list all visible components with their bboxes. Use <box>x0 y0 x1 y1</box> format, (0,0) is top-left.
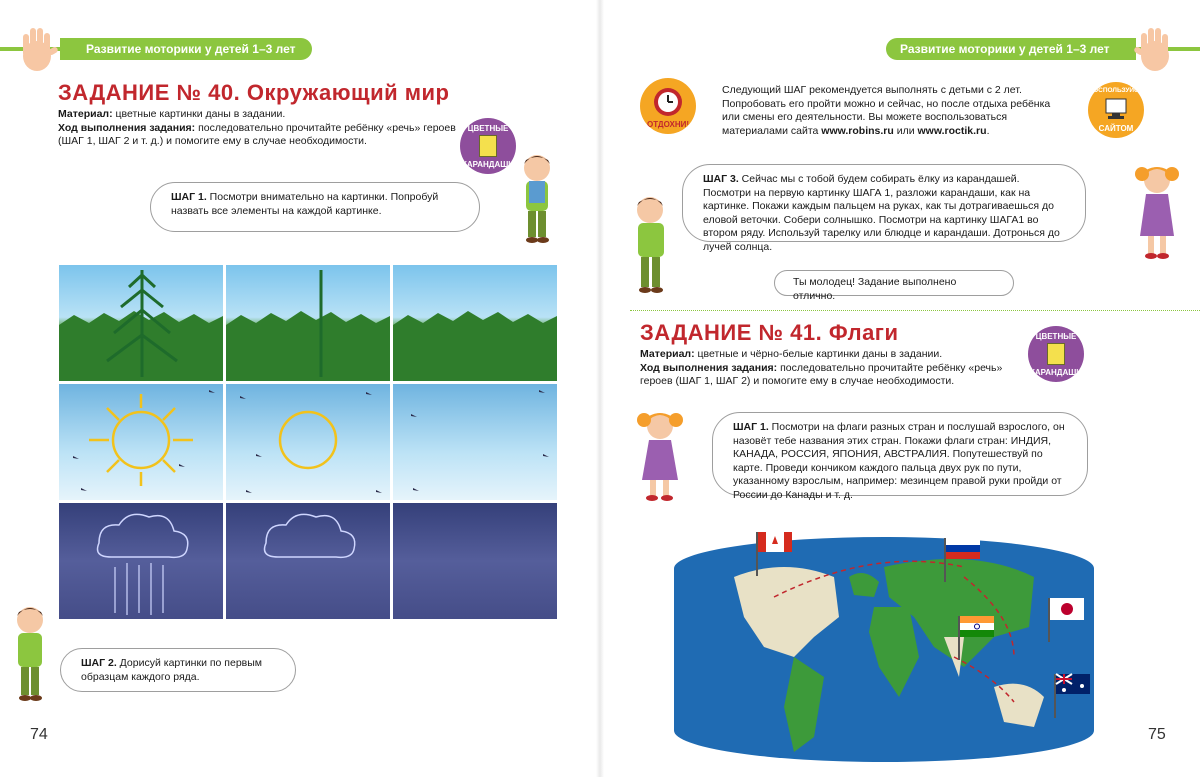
note-line-3: или смены его деятельности. Вы можете воспользоваться <box>722 111 1008 123</box>
computer-icon <box>1104 98 1128 120</box>
process-label: Ход выполнения задания: <box>640 361 778 374</box>
process-text: последовательно прочитайте ребёнку «речь» героев (ШАГ 1, ШАГ 2) и помогите ему в случае необходимости. <box>640 361 1003 387</box>
boy-illustration <box>512 150 562 246</box>
step-2-bubble <box>60 648 296 692</box>
pencils-icon <box>1047 343 1065 365</box>
task-41-title: ЗАДАНИЕ № 41. Флаги <box>640 320 899 345</box>
task-picture-grid <box>58 264 558 620</box>
sun-blank <box>392 383 558 501</box>
step-2-label: ШАГ 2. <box>81 657 117 669</box>
flag-icon <box>1046 596 1086 642</box>
pencils-icon <box>479 135 497 157</box>
badge-top-text: ЦВЕТНЫЕ <box>467 124 509 133</box>
step-1-text: Посмотри на флаги разных стран и послушай взрослого, он назовёт тебе названия этих стран. Покажи флаги стран: ИНДИЯ, КАНАДА, РОССИЯ, ЯПОНИЯ, АВСТРАЛИЯ. Попутешествуй по карте. Проведи кончиком каждого пальца двух рук по пути, указанному взрослым, например: мезинцем правой руки пройди от России до Канады и т. д. <box>733 421 1065 501</box>
tree-to-draw <box>225 264 391 382</box>
hand-icon <box>14 24 60 74</box>
task-41-description <box>640 348 1020 389</box>
step-1-bubble <box>150 182 480 232</box>
section-divider <box>630 310 1200 311</box>
material-label: Материал: <box>58 108 113 120</box>
sun-to-draw <box>225 383 391 501</box>
site-badge-top: ВОСПОЛЬЗУЙСЯ <box>1088 87 1144 94</box>
site-link-robins[interactable]: www.robins.ru <box>821 124 894 137</box>
page-number-right: 75 <box>1148 726 1166 743</box>
material-text: цветные картинки даны в задании. <box>112 108 286 120</box>
site-badge <box>1088 82 1144 138</box>
done-bubble: Ты молодец! Задание выполнено отлично. <box>774 270 1014 296</box>
note-line-4: материалами сайта <box>722 124 822 137</box>
sun-sample <box>58 383 224 501</box>
girl-illustration <box>1132 158 1182 262</box>
step-1-text: Посмотри внимательно на картинки. Попробуй назвать все элементы на каждой картинке. <box>171 191 439 217</box>
badge-bottom-text: КАРАНДАШИ <box>1029 368 1083 377</box>
page-number-left: 74 <box>30 726 48 743</box>
site-badge-bottom: САЙТОМ <box>1098 124 1134 133</box>
cloud-sample <box>58 502 224 620</box>
pencils-badge <box>1028 326 1084 382</box>
flag-icon <box>754 530 794 576</box>
girl-illustration <box>630 404 690 504</box>
tree-sample <box>58 264 224 382</box>
section-header: Развитие моторики у детей 1–3 лет <box>886 38 1136 60</box>
step-3-label: ШАГ 3. <box>703 173 739 185</box>
step-3-text: Сейчас мы с тобой будем собирать ёлку из карандашей. Посмотри на первую картинку ШАГА 1, разложи карандаши, как на картинке. Покажи каждым пальцем на руках, как ты дотрагиваешься до еловой веточки. Собери солнышко. Посмотри на картинку ШАГА1 во втором ряду. Используй тарелку или блюдце и карандаши. Дотронься до лучей солнца. <box>703 173 1060 253</box>
step-3-bubble <box>682 164 1086 253</box>
task-40-title: ЗАДАНИЕ № 40. Окружающий мир <box>58 80 450 105</box>
process-text: последовательно прочитайте ребёнку «речь» героев (ШАГ 1, ШАГ 2 и т. д.) и помогите ему в случае необходимости. <box>58 121 456 147</box>
flag-icon <box>1052 672 1092 718</box>
process-label: Ход выполнения задания: <box>58 121 196 134</box>
material-label: Материал: <box>640 348 695 360</box>
note-line-1: Следующий ШАГ рекомендуется выполнять с детьми с 2 лет. <box>722 84 1022 96</box>
cloud-blank <box>392 502 558 620</box>
hand-icon <box>1132 24 1178 74</box>
note-end: . <box>986 124 990 137</box>
rest-badge-text: ОТДОХНИ! <box>646 120 690 129</box>
right-page <box>600 0 1200 777</box>
flags-step-1-bubble <box>712 412 1088 501</box>
note-or: или <box>893 124 918 137</box>
cloud-to-draw <box>225 502 391 620</box>
step-1-label: ШАГ 1. <box>171 191 207 203</box>
pencils-badge <box>460 118 516 174</box>
flag-icon <box>942 536 982 582</box>
material-text: цветные и чёрно-белые картинки даны в задании. <box>694 348 943 360</box>
note-line-2: Попробовать его пройти можно и сейчас, но после отдыха ребёнка <box>722 97 1051 110</box>
task-40-description <box>58 108 458 149</box>
badge-top-text: ЦВЕТНЫЕ <box>1035 332 1077 341</box>
section-header: Развитие моторики у детей 1–3 лет <box>60 38 312 60</box>
badge-bottom-text: КАРАНДАШИ <box>461 160 515 169</box>
site-link-roctik[interactable]: www.roctik.ru <box>917 124 987 137</box>
boy-illustration <box>626 190 676 300</box>
flag-icon <box>956 614 996 660</box>
tree-blank <box>392 264 558 382</box>
clock-icon <box>652 86 684 118</box>
step-1-label: ШАГ 1. <box>733 421 769 433</box>
rest-badge <box>640 78 696 134</box>
step-2-text: Дорисуй картинки по первым образцам каждого ряда. <box>81 657 263 683</box>
boy-illustration-bottom <box>8 600 54 706</box>
note-text <box>722 84 1082 138</box>
world-map[interactable] <box>674 537 1094 762</box>
